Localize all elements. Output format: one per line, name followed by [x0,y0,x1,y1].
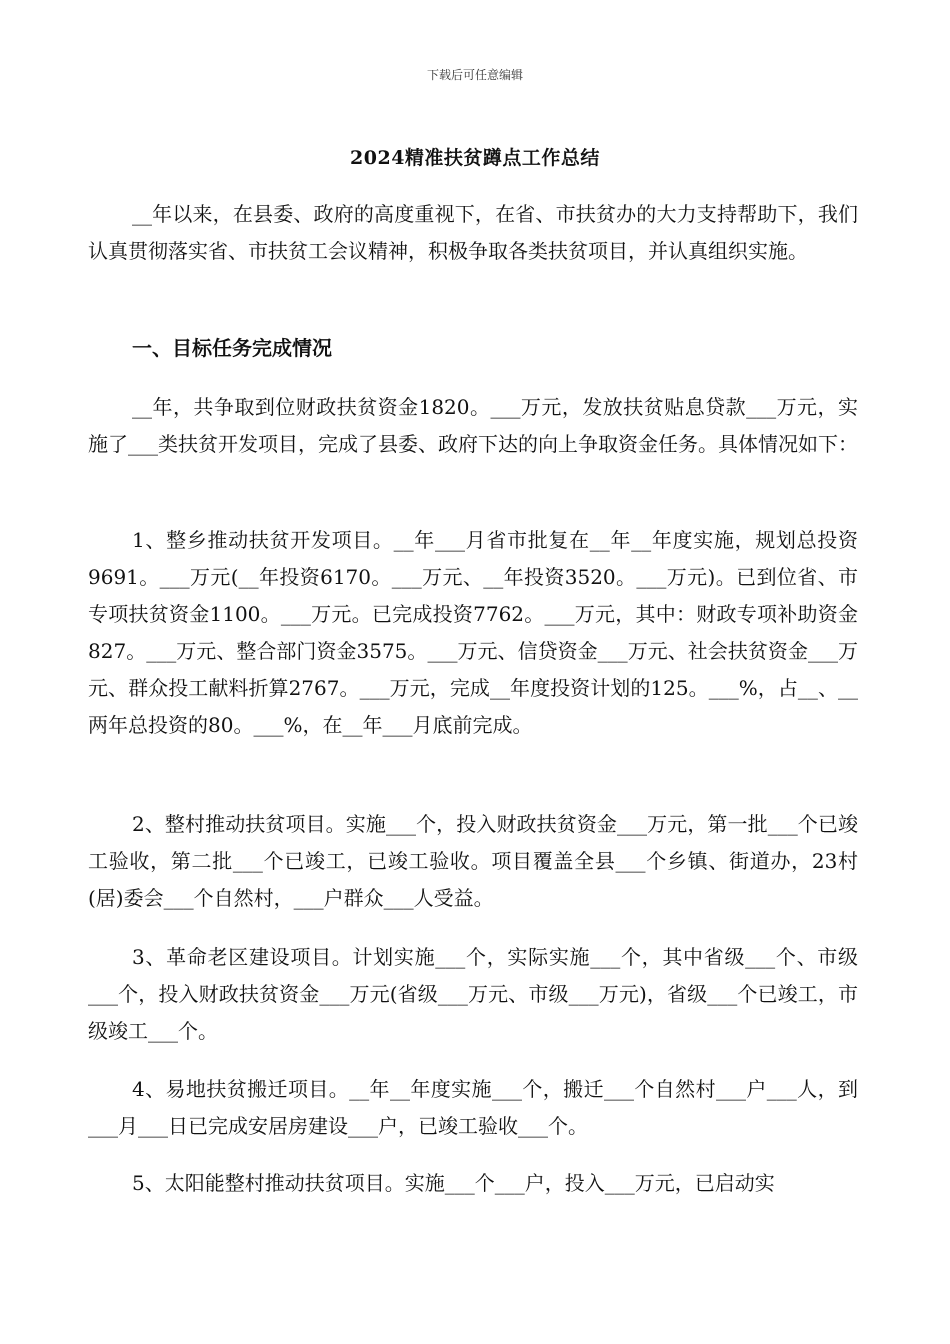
document-title: 2024精准扶贫蹲点工作总结 [350,147,600,169]
list-item-1: 1、整乡推动扶贫开发项目。__年___月省市批复在__年__年度实施，规划总投资9691。___万元(__年投资6170。___万元、__年投资3520。___万元)。已到位省、市专项扶贫资金1100。___万元。已完成投资7762。___万元，其中：财政专项补助资金827。___万元、整合部门资金3575。___万元、信贷资金___万元、社会扶贫资金___万元、群众投工献料折算2767。___万元，完成__年度投资计划的125。___%，占__、__两年总投资的80。___%，在__年___月底前完成。 [88,528,858,737]
intro-paragraph: __年以来，在县委、政府的高度重视下，在省、市扶贫办的大力支持帮助下，我们认真贯彻落实省、市扶贫工会议精神，积极争取各类扶贫项目，并认真组织实施。 [88,202,858,263]
summary-paragraph: __年，共争取到位财政扶贫资金1820。___万元，发放扶贫贴息贷款___万元，实施了___类扶贫开发项目，完成了县委、政府下达的向上争取资金任务。具体情况如下： [88,395,858,456]
list-item-5: 5、太阳能整村推动扶贫项目。实施___个___户，投入___万元，已启动实 [132,1171,775,1195]
list-item-4: 4、易地扶贫搬迁项目。__年__年度实施___个，搬迁___个自然村___户___人，到___月___日已完成安居房建设___户，已竣工验收___个。 [88,1077,858,1138]
list-item-2: 2、整村推动扶贫项目。实施___个，投入财政扶贫资金___万元，第一批___个已竣工验收，第二批___个已竣工，已竣工验收。项目覆盖全县___个乡镇、街道办，23村(居)委会___个自然村，___户群众___人受益。 [88,812,858,910]
list-item-3: 3、革命老区建设项目。计划实施___个，实际实施___个，其中省级___个、市级___个，投入财政扶贫资金___万元(省级___万元、市级___万元)，省级___个已竣工，市级竣工___个。 [88,945,858,1043]
section-heading: 一、目标任务完成情况 [132,336,332,360]
header-note: 下载后可任意编辑 [426,68,523,82]
